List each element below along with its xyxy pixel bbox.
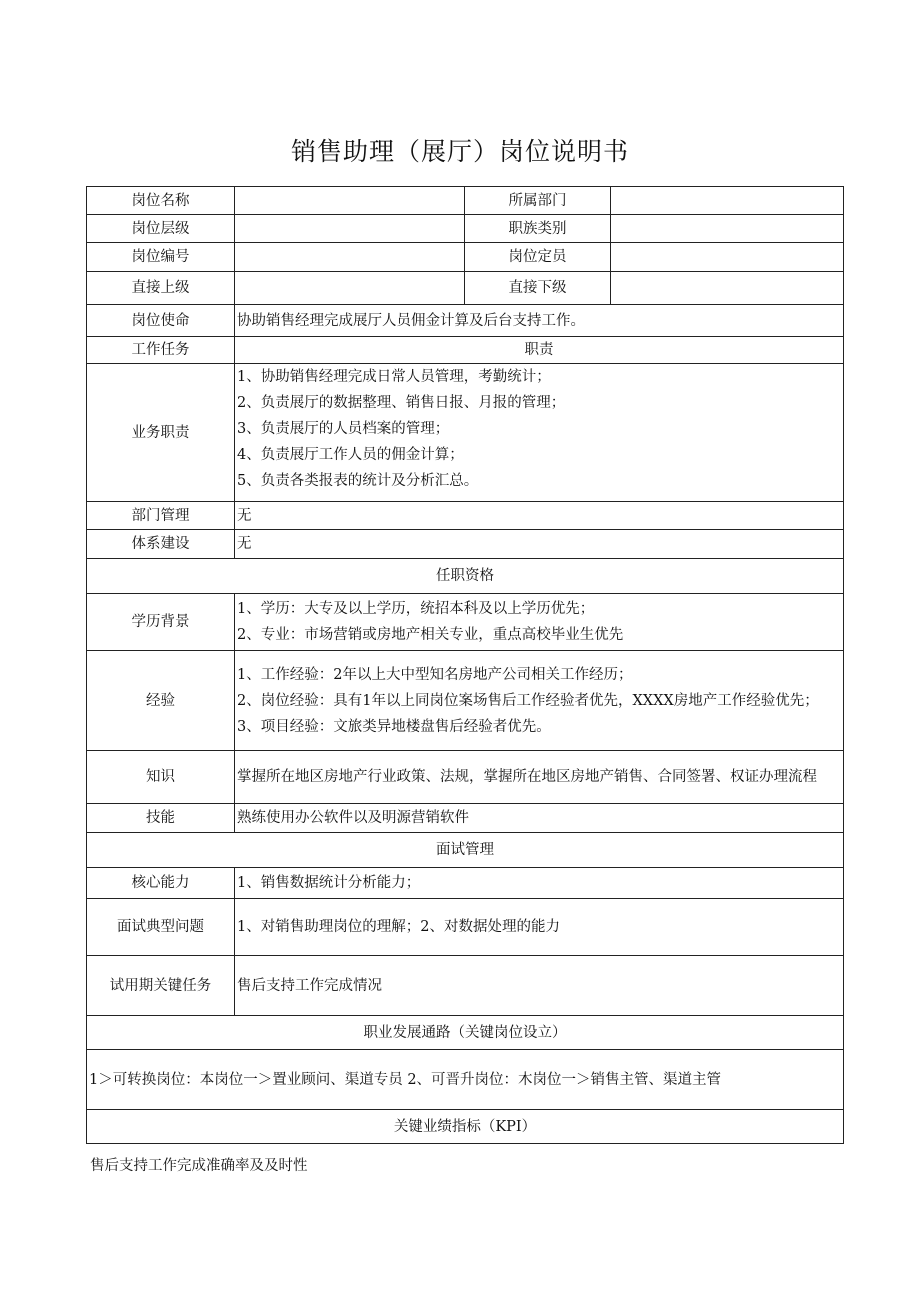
value-experience xyxy=(235,651,844,751)
label-job-family: 职族类别 xyxy=(465,215,611,243)
value-business-duties xyxy=(235,364,844,502)
section-career: 职业发展通路（关键岗位设立） xyxy=(87,1016,844,1050)
row-position-code xyxy=(87,243,844,272)
label-direct-subordinate: 直接下级 xyxy=(465,272,611,305)
row-interview-header xyxy=(87,833,844,868)
row-qualification-header xyxy=(87,559,844,594)
job-description-table xyxy=(86,186,844,1144)
section-kpi: 关键业绩指标（KPI） xyxy=(87,1110,844,1144)
duty-item: 1、协助销售经理完成日常人员管理，考勤统计； xyxy=(237,369,551,385)
value-job-family[interactable] xyxy=(611,215,844,243)
education-item: 2、专业：市场营销或房地产相关专业，重点高校毕业生优先 xyxy=(237,627,624,643)
row-work-header xyxy=(87,337,844,364)
row-position-level xyxy=(87,215,844,243)
value-probation-tasks: 售后支持工作完成情况 xyxy=(235,956,844,1016)
value-position-level[interactable] xyxy=(235,215,465,243)
label-system-building: 体系建设 xyxy=(87,530,235,559)
row-position-name xyxy=(87,187,844,215)
value-interview-questions: 1、对销售助理岗位的理解；2、对数据处理的能力 xyxy=(235,899,844,956)
row-business-duties xyxy=(87,364,844,502)
label-direct-superior: 直接上级 xyxy=(87,272,235,305)
experience-item: 2、岗位经验：具有1年以上同岗位案场售后工作经验者优先，XXXX房地产工作经验优先； xyxy=(237,692,819,709)
row-probation-tasks xyxy=(87,956,844,1016)
value-department[interactable] xyxy=(611,187,844,215)
label-work-task: 工作任务 xyxy=(87,337,235,364)
value-direct-subordinate[interactable] xyxy=(611,272,844,305)
row-dept-management xyxy=(87,502,844,530)
value-mission: 协助销售经理完成展厅人员佣金计算及后台支持工作。 xyxy=(235,305,844,337)
row-mission xyxy=(87,305,844,337)
row-skills xyxy=(87,804,844,833)
row-interview-questions xyxy=(87,899,844,956)
label-position-code: 岗位编号 xyxy=(87,243,235,272)
duty-item: 4、负责展厅工作人员的佣金计算； xyxy=(237,447,464,463)
label-mission: 岗位使命 xyxy=(87,305,235,337)
row-education xyxy=(87,594,844,651)
row-direct-superior xyxy=(87,272,844,305)
label-probation-tasks: 试用期关键任务 xyxy=(87,956,235,1016)
kpi-value: 售后支持工作完成准确率及及时性 xyxy=(90,1158,308,1174)
value-headcount[interactable] xyxy=(611,243,844,272)
label-education: 学历背景 xyxy=(87,594,235,651)
label-skills: 技能 xyxy=(87,804,235,833)
row-career-path xyxy=(87,1050,844,1110)
label-interview-questions: 面试典型问题 xyxy=(87,899,235,956)
value-education xyxy=(235,594,844,651)
label-headcount: 岗位定员 xyxy=(465,243,611,272)
value-skills: 熟练使用办公软件以及明源营销软件 xyxy=(235,804,844,833)
row-experience xyxy=(87,651,844,751)
value-career-path: 1＞可转换岗位：本岗位一＞置业顾问、渠道专员 2、可晋升岗位：木岗位一＞销售主管、渠道主管 xyxy=(87,1050,844,1110)
value-system-building: 无 xyxy=(235,530,844,559)
row-career-header xyxy=(87,1016,844,1050)
row-knowledge xyxy=(87,751,844,804)
row-system-building xyxy=(87,530,844,559)
duty-item: 5、负责各类报表的统计及分析汇总。 xyxy=(237,473,479,489)
value-dept-management: 无 xyxy=(235,502,844,530)
label-knowledge: 知识 xyxy=(87,751,235,804)
label-department: 所属部门 xyxy=(465,187,611,215)
value-position-name[interactable] xyxy=(235,187,465,215)
label-core-ability: 核心能力 xyxy=(87,868,235,899)
experience-item: 1、工作经验：2年以上大中型知名房地产公司相关工作经历； xyxy=(237,666,633,683)
value-position-code[interactable] xyxy=(235,243,465,272)
section-interview: 面试管理 xyxy=(87,833,844,868)
value-direct-superior[interactable] xyxy=(235,272,465,305)
label-position-name: 岗位名称 xyxy=(87,187,235,215)
row-core-ability xyxy=(87,868,844,899)
label-position-level: 岗位层级 xyxy=(87,215,235,243)
row-kpi-header xyxy=(87,1110,844,1144)
value-knowledge: 掌握所在地区房地产行业政策、法规，掌握所在地区房地产销售、合同签署、权证办理流程 xyxy=(235,751,844,804)
section-qualification: 任职资格 xyxy=(87,559,844,594)
label-dept-management: 部门管理 xyxy=(87,502,235,530)
duty-item: 3、负责展厅的人员档案的管理； xyxy=(237,421,450,437)
value-core-ability: 1、销售数据统计分析能力； xyxy=(235,868,844,899)
education-item: 1、学历：大专及以上学历，统招本科及以上学历优先； xyxy=(237,601,595,617)
label-duty: 职责 xyxy=(235,337,844,364)
page-title: 销售助理（展厅）岗位说明书 xyxy=(290,137,629,166)
label-experience: 经验 xyxy=(87,651,235,751)
duty-item: 2、负责展厅的数据整理、销售日报、月报的管理； xyxy=(237,395,566,411)
label-business-duties: 业务职责 xyxy=(87,364,235,502)
experience-item: 3、项目经验：文旅类异地楼盘售后经验者优先。 xyxy=(237,718,551,735)
